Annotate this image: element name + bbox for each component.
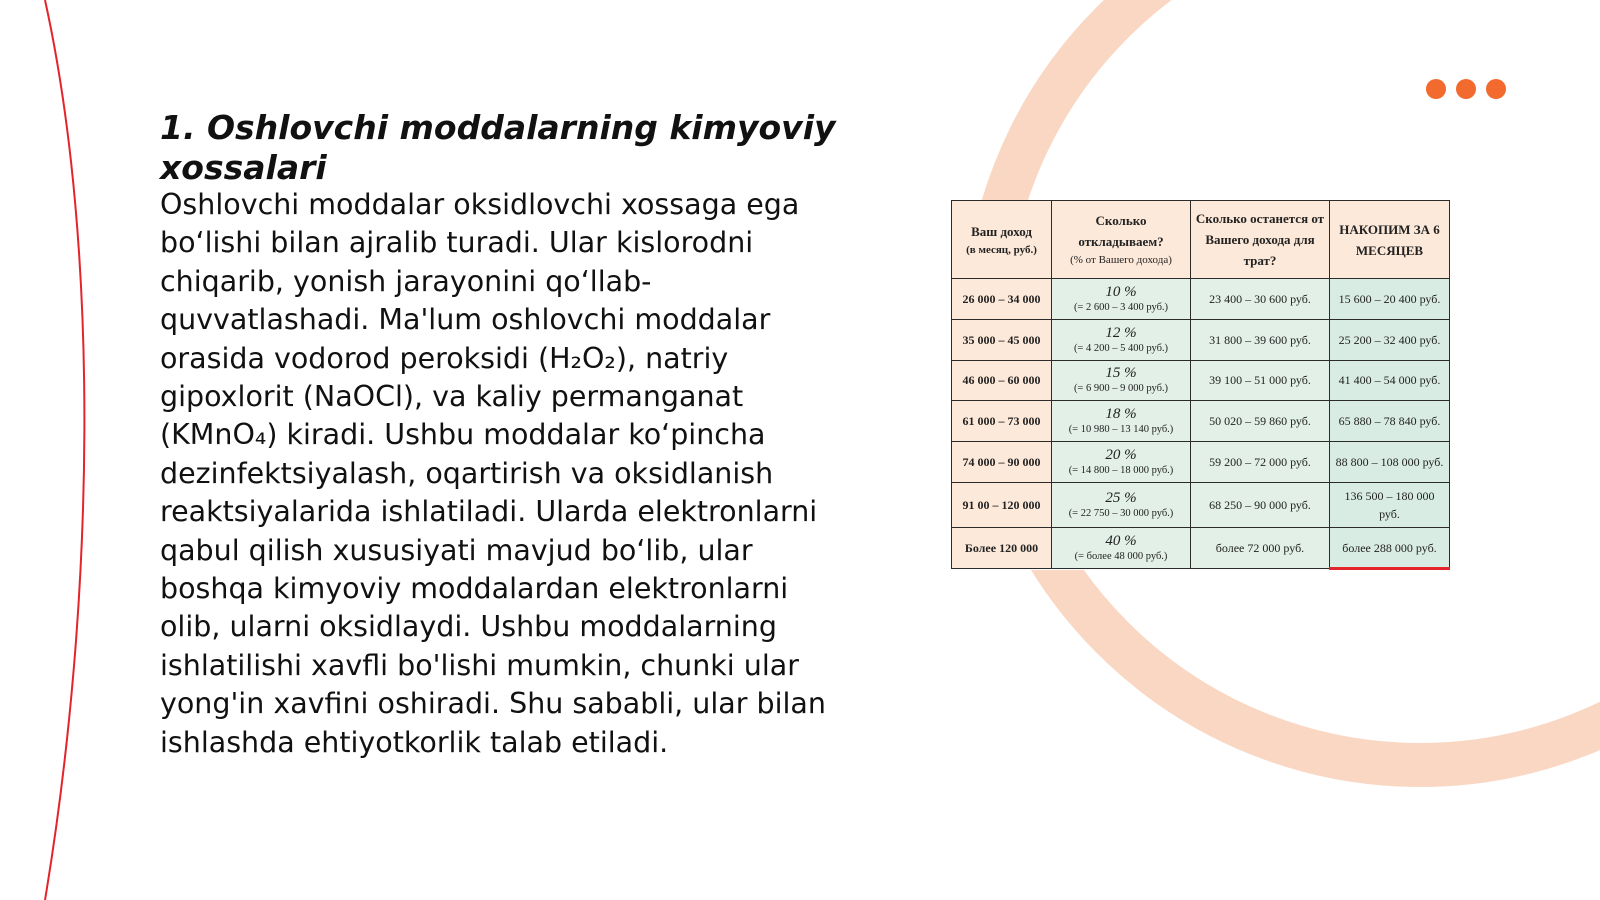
cell-percent-value: 12 % [1105,324,1137,341]
cell-save: 25 200 – 32 400 руб. [1330,319,1450,360]
dot [1426,79,1446,99]
cell-percent [1052,319,1191,360]
cell-spend: более 72 000 руб. [1191,528,1330,569]
savings-table [951,200,1450,570]
cell-percent-value: 18 % [1105,406,1137,423]
cell-percent-range: (= 10 980 – 13 140 руб.) [1068,424,1174,436]
cell-income: 35 000 – 45 000 [952,319,1052,360]
cell-percent [1052,442,1191,483]
savings-table-image [951,200,1449,570]
dot [1486,79,1506,99]
cell-spend: 68 250 – 90 000 руб. [1191,482,1330,527]
cell-percent [1052,401,1191,442]
cell-percent [1052,279,1191,320]
cell-income: 61 000 – 73 000 [952,401,1052,442]
cell-income: Более 120 000 [952,528,1052,569]
cell-percent-range: (= 6 900 – 9 000 руб.) [1073,383,1169,395]
cell-income: 46 000 – 60 000 [952,360,1052,401]
table-row [952,528,1450,569]
table-row [952,482,1450,527]
cell-percent-range: (= более 48 000 руб.) [1074,551,1168,563]
cell-percent-value: 20 % [1105,446,1137,463]
header-main: Сколько останется от Вашего дохода для трат? [1195,211,1325,268]
cell-percent-range: (= 14 800 – 18 000 руб.) [1068,464,1174,476]
table-row [952,360,1450,401]
cell-percent-range: (= 4 200 – 5 400 руб.) [1073,342,1169,354]
dot [1456,79,1476,99]
table-row [952,442,1450,483]
left-accent-line [45,0,84,900]
cell-spend: 31 800 – 39 600 руб. [1191,319,1330,360]
table-row [952,319,1450,360]
cell-percent-value: 15 % [1105,365,1137,382]
cell-percent [1052,360,1191,401]
header-sub: (% от Вашего дохода) [1070,254,1172,266]
table-row [952,401,1450,442]
cell-save: 65 880 – 78 840 руб. [1330,401,1450,442]
cell-save: 136 500 – 180 000 руб. [1330,482,1450,527]
header-income [952,201,1052,279]
cell-percent-value: 40 % [1105,533,1137,550]
slide-title: 1. Oshlovchi moddalarning kimyoviy xossalari [160,108,836,187]
slide-body-text: Oshlovchi moddalar oksidlovchi xossaga ega bo‘lishi bilan ajralib turadi. Ular kislorodni chiqarib, yonish jarayonini qo‘llab-quvvatlashadi. Ma'lum oshlovchi moddalar orasida vodorod peroksidi (H₂O₂), natriy gipoxlorit (NaOCl), va kaliy permanganat (KMnO₄) kiradi. Ushbu moddalar ko‘pincha dezinfektsiyalash, oqartirish va oksidlanish reaktsiyalarida ishlatiladi. Ularda elektronlarni qabul qilish xususiyati mavjud bo‘lib, ular boshqa kimyoviy moddalardan elektronlarni olib, ularni oksidlaydi. Ushbu moddalarning ishlatilishi xavfli bo'lishi mumkin, chunki ular yong'in xavfini oshiradi. Shu sababli, ular bilan ishlashda ehtiyotkorlik talab etiladi. [160,188,826,759]
header-percent [1052,201,1191,279]
header-sub: (в месяц, руб.) [966,243,1037,256]
cell-percent [1052,528,1191,569]
cell-percent-range: (= 22 750 – 30 000 руб.) [1068,507,1174,519]
cell-percent-value: 25 % [1105,489,1137,506]
table-header-row [952,201,1450,279]
cell-spend: 50 020 – 59 860 руб. [1191,401,1330,442]
cell-save: 15 600 – 20 400 руб. [1330,279,1450,320]
header-save [1330,201,1450,279]
cell-percent [1052,482,1191,527]
cell-percent-range: (= 2 600 – 3 400 руб.) [1073,301,1169,313]
header-main: НАКОПИМ ЗА 6 МЕСЯЦЕВ [1339,221,1440,258]
header-main: Ваш доход [971,223,1032,239]
cell-spend: 23 400 – 30 600 руб. [1191,279,1330,320]
header-spend [1191,201,1330,279]
cell-income: 91 00 – 120 000 [952,482,1052,527]
cell-income: 74 000 – 90 000 [952,442,1052,483]
header-main: Сколько откладываем? [1078,213,1164,249]
cell-save: более 288 000 руб. [1330,528,1450,569]
cell-spend: 59 200 – 72 000 руб. [1191,442,1330,483]
cell-income: 26 000 – 34 000 [952,279,1052,320]
more-dots-icon [1426,79,1506,99]
table-row [952,279,1450,320]
cell-save: 41 400 – 54 000 руб. [1330,360,1450,401]
cell-spend: 39 100 – 51 000 руб. [1191,360,1330,401]
cell-save: 88 800 – 108 000 руб. [1330,442,1450,483]
cell-percent-value: 10 % [1105,283,1137,300]
